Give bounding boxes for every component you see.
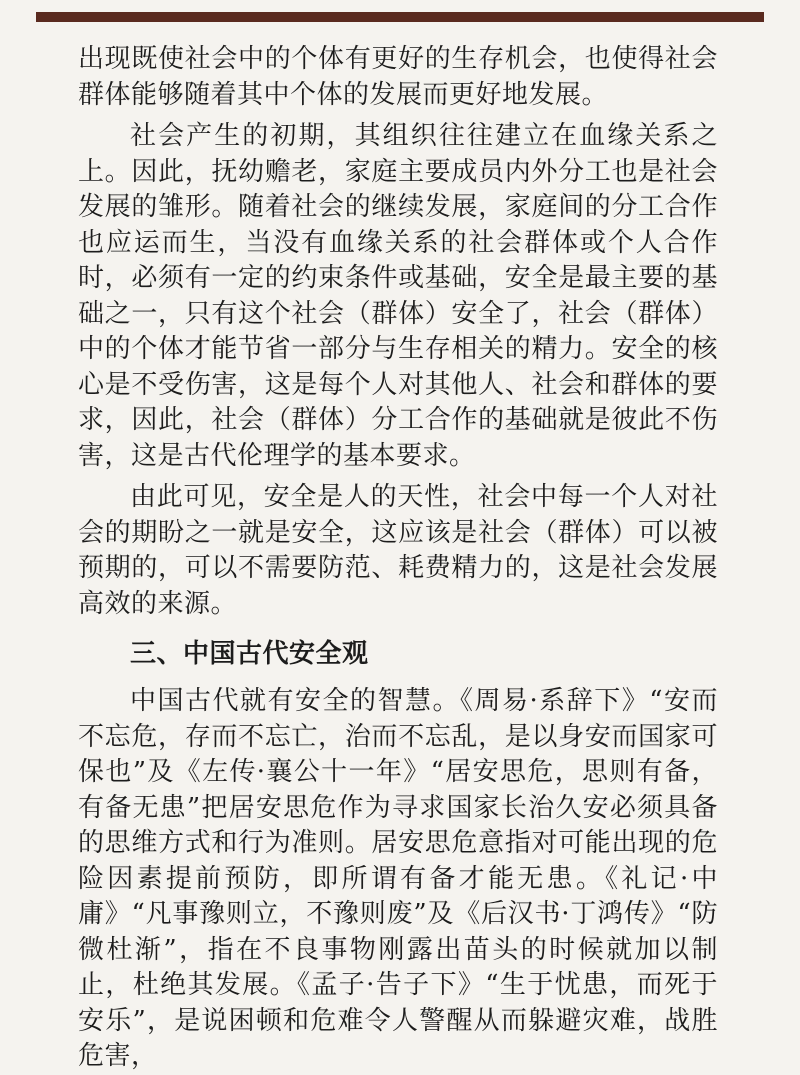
section-heading: 三、中国古代安全观 — [130, 639, 369, 669]
top-decorative-rule — [36, 12, 764, 22]
document-page — [78, 42, 718, 1075]
paragraph-safety-nature: 由此可见，安全是人的天性，社会中每一个人对社会的期盼之一就是安全，这应该是社会（群体）可以被预期的，可以不需要防范、耗费精力的，这是社会发展高效的来源。 — [78, 482, 718, 619]
paragraph-society-origin: 社会产生的初期，其组织往往建立在血缘关系之上。因此，抚幼赡老，家庭主要成员内外分工也是社会发展的雏形。随着社会的继续发展，家庭间的分工合作也应运而生，当没有血缘关系的社会群体或个人合作时，必须有一定的约束条件或基础，安全是最主要的基础之一，只有这个社会（群体）安全了，社会（群体）中的个体才能节省一部分与生存相关的精力。安全的核心是不受伤害，这是每个人对其他人、社会和群体的要求，因此，社会（群体）分工合作的基础就是彼此不伤害，这是古代伦理学的基本要求。 — [78, 121, 718, 471]
paragraph-continuation: 出现既使社会中的个体有更好的生存机会，也使得社会群体能够随着其中个体的发展而更好地发展。 — [78, 44, 718, 110]
paragraph-ancient-wisdom: 中国古代就有安全的智慧。《周易·系辞下》“安而不忘危，存而不忘亡，治而不忘乱，是以身安而国家可保也”及《左传·襄公十一年》“居安思危，思则有备，有备无患”把居安思危作为寻求国家长治久安必须具备的思维方式和行为准则。居安思危意指对可能出现的危险因素提前预防，即所谓有备才能无患。《礼记·中庸》“凡事豫则立，不豫则废”及《后汉书·丁鸿传》“防微杜渐”，指在不良事物刚露出苗头的时候就加以制止，杜绝其发展。《孟子·告子下》“生于忧患，而死于安乐”，是说困顿和危难令人警醒从而躲避灾难，战胜危害， — [78, 686, 718, 1071]
